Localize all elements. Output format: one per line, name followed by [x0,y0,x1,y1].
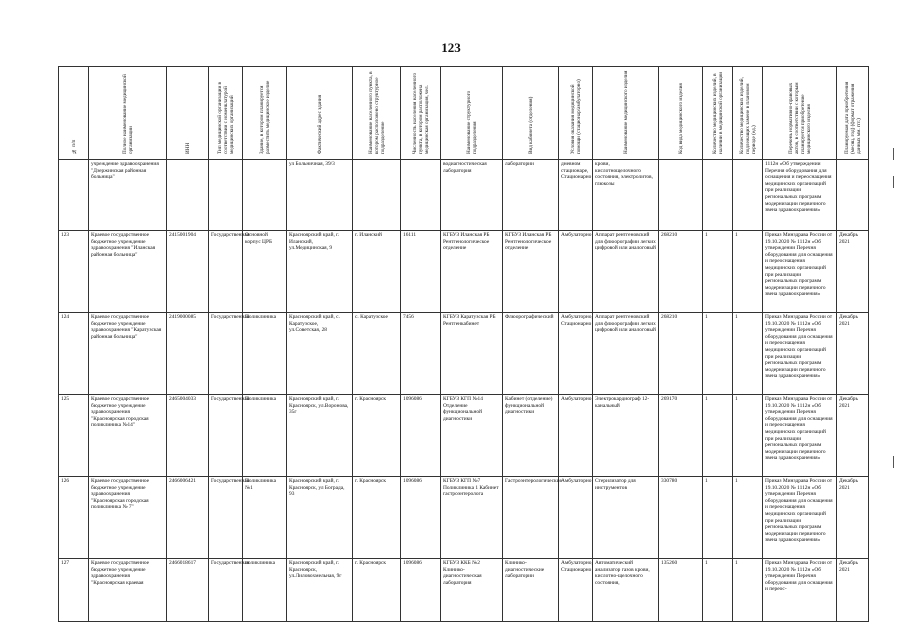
column-header [59,67,89,160]
table-cell: Амбулаторно [559,395,593,477]
table-cell: г. Красноярск [353,477,401,559]
table-cell [703,160,733,231]
table-cell: Декабрь 2021 [837,395,869,477]
table-cell: Приказ Минздрава России от 19.10.2020 № 1112н «Об утверждении Перечня оборудования для оснащения и переоснащения медицинских организаций при реализации региональных программ модернизации первичного звена здравоохранения» [763,477,837,559]
table-cell: 268210 [659,231,703,313]
column-header-label: Перечень нормативно-правовых актов, в соответствии с которым планируется приобретение медицинского изделия [787,82,812,155]
column-header-label: Условия оказания медицинской помощи (стационар/амбулаторно) [569,79,582,155]
table-cell [167,160,209,231]
column-header-label: Здание, в котором планируется разместить медицинское изделие [258,81,271,155]
equipment-table [58,66,869,622]
table-row [59,160,869,231]
table-body [59,160,869,622]
table-cell [733,160,763,231]
table-cell: Краевое государственное бюджетное учреждение здравоохранения "Иланская районная больница" [89,231,167,313]
table-cell: Амбулаторно, Стационарно [559,559,593,622]
table-cell: Красноярский край, г. Иланский, ул.Медицинская, 9 [287,231,353,313]
column-header-label: Количество медицинских изделий, подлежащих замене в плановом периоде (ед.) [738,77,757,155]
table-cell: Аппарат рентгеновский для флюорографии легких цифровой или аналоговый [593,313,659,395]
table-cell [59,160,89,231]
table-cell: Поликлиника [243,313,287,395]
table-row [59,313,869,395]
header-row [59,67,869,160]
table-cell [837,160,869,231]
table-cell [209,160,243,231]
table-cell: 2466006421 [167,477,209,559]
table-cell: 1 [733,313,763,395]
table-cell [243,160,287,231]
table-cell: КГБУЗ Иланская РБ Рентгенологическое отделение [441,231,503,313]
table-cell: Амбулаторно, Стационарно [559,313,593,395]
column-header [503,67,559,160]
table-cell [353,160,401,231]
table-cell: Краевое государственное бюджетное учреждение здравоохранения "Красноярская городская поликлиника №14" [89,395,167,477]
column-header-label: Наименование медицинского изделия [622,71,629,155]
table-cell: КГБУЗ КГП №7 Поликлиника 1 Кабинет гастроэнтеролога [441,477,503,559]
table-cell: ул Больничная, 39/3 [287,160,353,231]
table-cell: Амбулаторно [559,231,593,313]
column-header-label: Фактический адрес здания [316,95,323,155]
table-cell: Поликлиника №1 [243,477,287,559]
table-cell: Государственная [209,313,243,395]
table-cell: г. Красноярск [353,559,401,622]
table-cell: крови, кислотнощелочного состояния, электролитов, глюкозы [593,160,659,231]
table-cell: Краевое государственное бюджетное учреждение здравоохранения "Красноярская городская поликлиника № 7" [89,477,167,559]
table-cell: Декабрь 2021 [837,477,869,559]
table-cell: поликлиника [243,559,287,622]
table-cell: Декабрь 2021 [837,231,869,313]
table-cell: Клинико-диагностические лаборатории [503,559,559,622]
equipment-table-sheet [58,66,868,640]
table-cell: 7456 [401,313,441,395]
column-header-label: Полное наименование медицинской организации [121,74,134,155]
table-cell: дневном стационаре, Стационарно [559,160,593,231]
table-cell: 1 [703,559,733,622]
table-cell: 1096086 [401,477,441,559]
column-header [593,67,659,160]
table-cell: Декабрь 2021 [837,559,869,622]
table-cell: Поликлиника [243,395,287,477]
table-cell: 126 [59,477,89,559]
table-cell: 1 [733,477,763,559]
table-cell [401,160,441,231]
table-cell: 330780 [659,477,703,559]
column-header-label: Тип медицинской организации в соответствии с номенклатурой медицинских организаций [216,82,235,155]
column-header-label: Наименование структурного подразделения [465,91,478,155]
table-cell: Основной корпус ЦРБ [243,231,287,313]
table-cell: г. Красноярск [353,395,401,477]
column-header-label: Код вида медицинского изделия [677,83,684,155]
column-header [837,67,869,160]
column-header-label: Численность населения населенного пункта, в котором расположена медицинская организация, чел. [411,73,430,155]
column-header [243,67,287,160]
table-cell: учреждение здравоохранения "Дзержинская районная больница" [89,160,167,231]
table-cell: Краевое государственное бюджетное учреждение здравоохранения "Красноярская краевая [89,559,167,622]
table-cell: КГБУЗ Иланская РБ Рентгенологическое отделение [503,231,559,313]
table-cell: 268210 [659,313,703,395]
column-header [441,67,503,160]
table-row [59,395,869,477]
table-cell: Красноярский край, г. Красноярск, ул Бограда, 93 [287,477,353,559]
column-header [733,67,763,160]
table-cell: Государственная [209,477,243,559]
margin-mark [893,148,894,160]
table-cell: Флюорографический [503,313,559,395]
column-header [401,67,441,160]
table-cell: Красноярский край, г. Красноярск, ул.Воронова, 35г [287,395,353,477]
column-header [559,67,593,160]
table-cell: 1 [733,231,763,313]
column-header [209,67,243,160]
table-cell: Электрокардиограф 12-канальный [593,395,659,477]
table-cell: Государственная [209,231,243,313]
table-cell: 2466018617 [167,559,209,622]
table-cell: Приказ Минздрава России от 19.10.2020 № 1112н «Об утверждении Перечня оборудования для оснащения и переос- [763,559,837,622]
table-cell: Красноярский край, г. Красноярск, ул.Лиловохмельная, 9г [287,559,353,622]
table-cell: 135260 [659,559,703,622]
table-row [59,559,869,622]
table-cell: 2415001904 [167,231,209,313]
table-cell: КГБУЗ ККБ №2 Клинико-диагностическая лаборатория [441,559,503,622]
column-header [659,67,703,160]
table-cell: 1 [703,231,733,313]
table-cell: 269170 [659,395,703,477]
margin-mark [893,176,894,188]
table-cell: 1 [733,395,763,477]
table-cell: Гастроэнтерологические [503,477,559,559]
table-cell: 2465004033 [167,395,209,477]
table-row [59,231,869,313]
table-cell: Кабинет (отделение) функциональной диагностики [503,395,559,477]
table-cell: водиагностическая лаборатория [441,160,503,231]
column-header-label: Количество медицинских изделий, в наличии в медицинской организации [711,72,724,155]
table-cell: Приказ Минздрава России от 19.10.2020 № 1112н «Об утверждении Перечня оборудования для оснащения и переоснащения медицинских организаций при реализации региональных программ модернизации первичного звена здравоохранения» [763,395,837,477]
table-cell: Автоматический анализатор газов крови, кислотно-щелочного состояния, [593,559,659,622]
table-cell: Амбулаторно [559,477,593,559]
column-header [763,67,837,160]
page-number: 123 [441,40,461,55]
table-cell: Стерилизатор для инструментов [593,477,659,559]
column-header [89,67,167,160]
table-cell: Аппарат рентгеновский для флюорографии легких цифровой или аналоговый [593,231,659,313]
table-cell: 1112н «Об утверждении Перечня оборудования для оснащения и переоснащения медицинских организаций при реализации региональных программ модернизации первичного звена здравоохранения» [763,160,837,231]
table-cell: 127 [59,559,89,622]
column-header-label: ИНН [184,143,191,155]
table-cell: лаборатории [503,160,559,231]
table-cell: Приказ Минздрава России от 19.10.2020 № 1112н «Об утверждении Перечня оборудования для оснащения и переоснащения медицинских организаций при реализации региональных программ модернизации первичного звена здравоохранения» [763,231,837,313]
table-cell: 1 [703,313,733,395]
table-cell: Государственная [209,395,243,477]
table-cell: 16111 [401,231,441,313]
table-cell: 1096086 [401,559,441,622]
column-header [167,67,209,160]
table-row [59,477,869,559]
table-cell: 1 [703,477,733,559]
table-cell: 125 [59,395,89,477]
table-cell: Приказ Минздрава России от 19.10.2020 № 1112н «Об утверждении Перечня оборудования для оснащения и переоснащения медицинских организаций при реализации региональных программ модернизации первичного звена здравоохранения» [763,313,837,395]
table-cell: КГБУЗ КГП №14 Отделение функциональной диагностики [441,395,503,477]
column-header-label: Вид кабинета (отделения) [527,97,534,155]
table-cell: г. Иланский [353,231,401,313]
table-cell: с. Каратузское [353,313,401,395]
table-cell: 123 [59,231,89,313]
table-cell [659,160,703,231]
column-header [353,67,401,160]
table-cell: 1 [703,395,733,477]
table-cell: Государственная [209,559,243,622]
column-header [287,67,353,160]
table-cell: Красноярский край, с. Каратузское, ул.Советская, 28 [287,313,353,395]
table-cell: 2419000085 [167,313,209,395]
margin-mark [893,456,894,468]
column-header-label: № п/п [70,140,77,155]
table-cell: КГБУЗ Каратузская РБ Рентгенкабинет [441,313,503,395]
column-header [703,67,733,160]
column-header-label: Наименование населенного пункта, в котором расположено структурное подразделение [367,71,386,155]
column-header-label: Планируемая дата приобретения (месяц, год) (формат отражения данных мм. ггг.) [843,82,862,155]
table-cell: Краевое государственное бюджетное учреждение здравоохранения "Каратузская районная больница" [89,313,167,395]
table-cell: 1096086 [401,395,441,477]
table-cell: 1 [733,559,763,622]
table-cell: Декабрь 2021 [837,313,869,395]
table-cell: 124 [59,313,89,395]
